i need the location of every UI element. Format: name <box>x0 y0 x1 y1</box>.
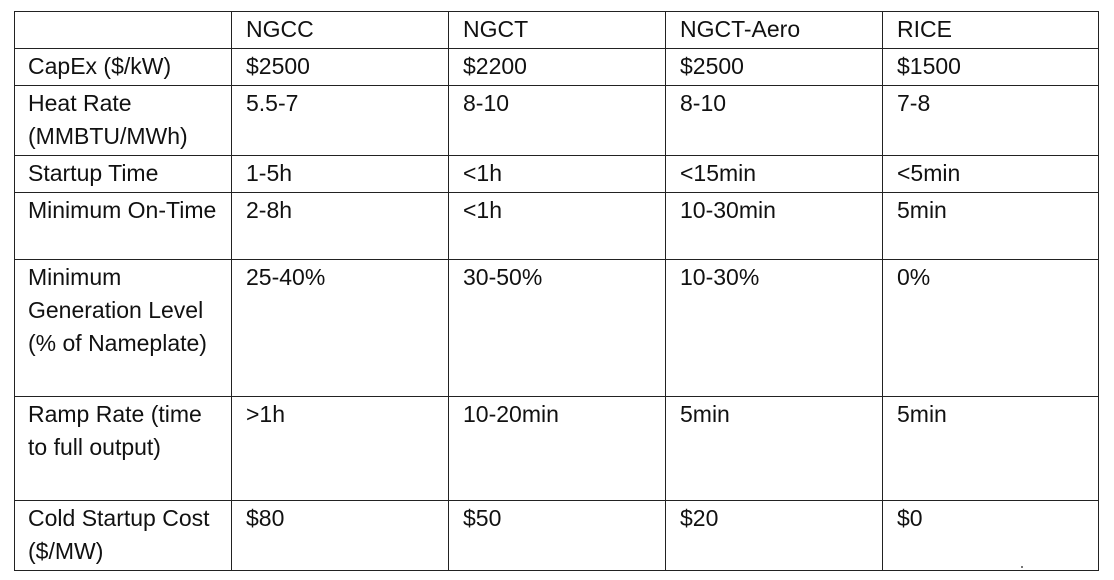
table-cell: <15min <box>666 156 883 193</box>
table-row <box>15 49 1099 86</box>
table-cell: 10-20min <box>449 397 666 501</box>
comparison-table <box>14 11 1099 571</box>
row-label: Minimum On-Time <box>15 193 232 260</box>
table-cell: 10-30% <box>666 260 883 397</box>
header-cell-ngcc: NGCC <box>232 12 449 49</box>
table-cell: 1-5h <box>232 156 449 193</box>
table-cell: 2-8h <box>232 193 449 260</box>
table-cell: <1h <box>449 193 666 260</box>
table-row <box>15 397 1099 501</box>
row-label: Startup Time <box>15 156 232 193</box>
header-row <box>15 12 1099 49</box>
header-cell-ngct: NGCT <box>449 12 666 49</box>
table-cell: 8-10 <box>666 86 883 156</box>
table-cell: $50 <box>449 501 666 571</box>
row-label: Cold Startup Cost ($/MW) <box>15 501 232 571</box>
row-label: Ramp Rate (time to full output) <box>15 397 232 501</box>
table-cell: 25-40% <box>232 260 449 397</box>
row-label: CapEx ($/kW) <box>15 49 232 86</box>
table-cell: 5min <box>666 397 883 501</box>
row-label: Heat Rate (MMBTU/MWh) <box>15 86 232 156</box>
table-row <box>15 193 1099 260</box>
table-cell: 30-50% <box>449 260 666 397</box>
table-row <box>15 86 1099 156</box>
table-cell: $0 <box>883 501 1099 571</box>
header-cell-corner <box>15 12 232 49</box>
header-cell-ngct-aero: NGCT-Aero <box>666 12 883 49</box>
table-cell: $20 <box>666 501 883 571</box>
table-row <box>15 501 1099 571</box>
table-row <box>15 156 1099 193</box>
table-cell: $2500 <box>232 49 449 86</box>
table-cell: <5min <box>883 156 1099 193</box>
table-cell: 7-8 <box>883 86 1099 156</box>
table-cell: 8-10 <box>449 86 666 156</box>
table-cell: <1h <box>449 156 666 193</box>
table-cell: 5.5-7 <box>232 86 449 156</box>
table-cell: $2500 <box>666 49 883 86</box>
table-cell: >1h <box>232 397 449 501</box>
table-cell: $2200 <box>449 49 666 86</box>
table-cell: 5min <box>883 397 1099 501</box>
header-cell-rice: RICE <box>883 12 1099 49</box>
table-cell: 0% <box>883 260 1099 397</box>
row-label: Minimum Generation Level (% of Nameplate) <box>15 260 232 397</box>
table-cell: 10-30min <box>666 193 883 260</box>
stray-mark <box>1021 566 1023 568</box>
table-cell: $80 <box>232 501 449 571</box>
table-cell: 5min <box>883 193 1099 260</box>
table-row <box>15 260 1099 397</box>
table-cell: $1500 <box>883 49 1099 86</box>
